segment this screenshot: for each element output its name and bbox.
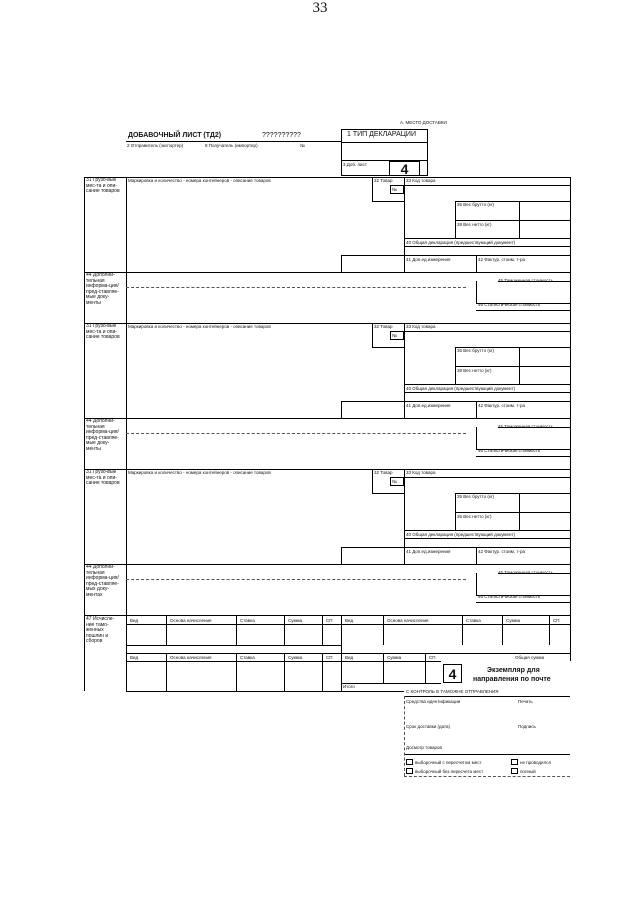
deadline-label: Срок доставки (дата): [406, 724, 451, 729]
copy-text-1: Экземпляр для: [487, 667, 540, 674]
page-number: 33: [312, 0, 328, 16]
goods-row-label: 31 Грузо-вые мес-та и опи-сание товаров: [86, 469, 120, 487]
place-of-delivery-label: А. МЕСТО ДОСТАВКИ: [400, 120, 447, 125]
control-title: С КОНТРОЛЬ В ТАМОЖНЕ ОТПРАВЛЕНИЯ: [406, 689, 499, 694]
number-sign: №: [392, 479, 397, 484]
extra-unit-label: 41 Доп.ед.измерения: [406, 257, 451, 262]
goods-description-label: Маркировка и количество - номера контейнеров - описание товаров: [128, 470, 271, 475]
goods-number-label: 32 Товар: [374, 324, 393, 329]
payment-column-header: Основа начисления: [170, 655, 212, 660]
payment-column-header: Вид: [345, 655, 354, 660]
number-sign: №: [392, 187, 397, 192]
payments-row-label: 47 Исчисле-ние тамо-женных пошлин и сборов: [86, 616, 115, 645]
payment-column-header: Вид: [345, 618, 354, 623]
previous-document-label: 40 Общая декларация (предшествующий документ): [406, 532, 516, 537]
payment-column-header: Вид: [130, 655, 139, 660]
net-weight-label: 38 Вес нетто (кг): [457, 368, 492, 373]
gross-weight-label: 35 Вес брутто (кг): [457, 494, 494, 499]
payment-column-header: Вид: [130, 618, 139, 623]
invoice-value-label: 42 Фактур. стоим. т-ра: [478, 549, 525, 554]
opt-full: полный: [520, 769, 536, 774]
extra-sheet-number: 4: [389, 161, 420, 176]
payment-column-header: Сумма: [288, 618, 303, 623]
copy-text-2: направления по почте: [473, 676, 551, 683]
payment-column-header: Сумма: [506, 618, 521, 623]
invoice-value-label: 42 Фактур. стоим. т-ра: [478, 403, 525, 408]
additional-info-label: 44 Дополни-тельная информа-ция/пред-ставляе-мые доку-менты: [86, 272, 119, 306]
goods-number-label: 32 Товар: [374, 178, 393, 183]
payment-column-header: Сумма: [387, 655, 402, 660]
opt-selective-no-count: выборочный без пересчета мест: [415, 769, 484, 774]
additional-info-label: 44 Дополни-тельная информа-ция/пред-ставляе-мых доку-ментах: [86, 564, 119, 598]
net-weight-label: 36 Вес нетто (кг): [457, 514, 492, 519]
inspection-label: Досмотр товаров: [406, 745, 442, 750]
goods-description-label: Маркировка и количество - номера контейнеров - описание товаров: [128, 324, 271, 329]
customs-value-label: 45 Таможенная стоимость: [498, 424, 554, 429]
payment-column-header: Ставка: [240, 655, 255, 660]
seal-label: Печать: [518, 699, 533, 704]
payment-column-header: Основа начисления: [387, 618, 429, 623]
statistical-value-label: 46 Статистическая стоимость: [478, 302, 541, 307]
opt-not-conducted: не проводился: [520, 760, 551, 765]
receiver-label: 8 Получатель (импортер): [205, 143, 258, 148]
invoice-value-label: 42 Фактур. стоим. т-ра: [478, 257, 525, 262]
net-weight-label: 38 Вес нетто (кг): [457, 222, 492, 227]
commodity-code-label: 33 Код товара: [406, 324, 436, 329]
checkbox-selective-no-count[interactable]: [406, 768, 413, 774]
goods-number-label: 32 Товар: [374, 470, 393, 475]
previous-document-label: 40 Общая декларация (предшествующий документ): [406, 240, 516, 245]
total-sum-label: Общая сумма: [515, 655, 545, 660]
goods-row-label: 31 Грузо-вые мес-та и опи-сание товаров: [86, 177, 120, 195]
signature-label: Подпись: [518, 724, 536, 729]
checkbox-full[interactable]: [511, 768, 518, 774]
checkbox-selective-count[interactable]: [406, 759, 413, 765]
number-sign: №: [392, 333, 397, 338]
payment-column-header: СП: [553, 618, 560, 623]
payment-column-header: Основа начисления: [170, 618, 212, 623]
sheet-title: ДОБАВОЧНЫЙ ЛИСТ (ТД2): [128, 132, 222, 139]
commodity-code-label: 33 Код товара: [406, 470, 436, 475]
payment-column-header: СП: [429, 655, 436, 660]
gross-weight-label: 35 Вес брутто (кг): [457, 202, 494, 207]
gross-weight-label: 35 Вес брутто (кг): [457, 348, 494, 353]
copy-number: 4: [443, 664, 462, 683]
extra-sheet-label: 3 Доб. лист: [343, 162, 367, 167]
payment-column-header: Сумма: [288, 655, 303, 660]
payment-column-header: СП: [326, 618, 333, 623]
payment-column-header: Ставка: [240, 618, 255, 623]
goods-row-label: 31 Грузо-вые мес-та и опи-сание товаров: [86, 323, 120, 341]
total-label: Итого: [343, 684, 355, 689]
ident-label: Средства идентификации: [406, 699, 461, 704]
sheet-code: ??????????: [262, 132, 301, 139]
extra-unit-label: 41 Доп.ед.измерения: [406, 403, 451, 408]
customs-value-label: 45 Таможенная стоимость: [498, 278, 554, 283]
declaration-type-label: 1 ТИП ДЕКЛАРАЦИИ: [347, 131, 416, 138]
extra-unit-label: 41 Доп.ед.измерения: [406, 549, 451, 554]
commodity-code-label: 33 Код товара: [406, 178, 436, 183]
payment-column-header: СП: [326, 655, 333, 660]
statistical-value-label: 46 Статистическая стоимость: [478, 594, 541, 599]
checkbox-not-conducted[interactable]: [511, 759, 518, 765]
number-sign: №: [300, 143, 305, 148]
statistical-value-label: 46 Статистическая стоимость: [478, 448, 541, 453]
customs-value-label: 45 Таможенная стоимость: [498, 570, 554, 575]
additional-info-label: 44 Дополни-тельная информа-ция/пред-ставляе-мые доку-менты: [86, 418, 119, 452]
goods-description-label: Маркировка и количество - номера контейнеров - описание товаров: [128, 178, 271, 183]
opt-selective-count: выборочный с пересчетом мест: [415, 760, 482, 765]
payment-column-header: Ставка: [466, 618, 481, 623]
sender-label: 2 Отправитель (экспортер): [127, 143, 184, 148]
previous-document-label: 40 Общая декларация (предшествующий документ): [406, 386, 516, 391]
